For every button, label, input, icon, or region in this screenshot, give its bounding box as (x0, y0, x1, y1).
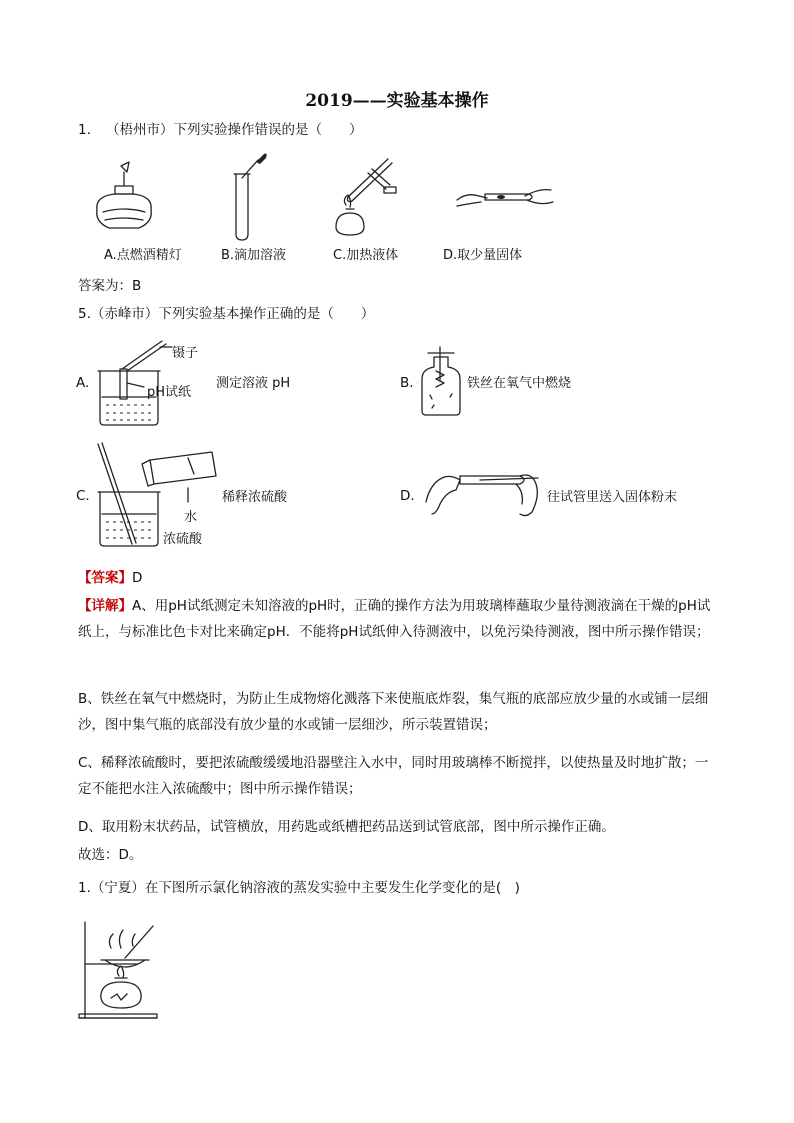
q5-letter-b: B. (400, 375, 414, 391)
answer-value: D (132, 570, 143, 586)
q5-stem: 5.（赤峰市）下列实验基本操作正确的是（ ） (78, 306, 375, 322)
q5-detail-a (78, 593, 718, 645)
q1-option-a: A.点燃酒精灯 (104, 248, 182, 263)
detail-a-text: A、用pH试纸测定未知溶液的pH时，正确的操作方法为用玻璃棒蘸取少量待测液滴在干燥的pH试纸上，与标准比色卡对比来确定pH．不能将pH试纸伸入待测液中，以免污染待测液，图中所示操作错误； (78, 598, 711, 640)
q1-answer: 答案为：B (78, 278, 142, 294)
q5-figure-b-iron-wire-bottle (418, 345, 468, 417)
detail-tag: 【详解】 (78, 598, 132, 614)
page-title: 2019——实验基本操作 (305, 91, 489, 111)
q1-stem: （梧州市）下列实验操作错误的是（ ） (106, 122, 363, 138)
q5-c-label-water: 水 (184, 510, 198, 525)
q1-option-b: B.滴加溶液 (221, 248, 287, 263)
q5-d-caption: 往试管里送入固体粉末 (547, 490, 678, 505)
q5-letter-a: A. (76, 375, 90, 391)
answer-tag: 【答案】 (78, 570, 132, 586)
q5-letter-c: C. (76, 488, 90, 504)
q5-c-caption: 稀释浓硫酸 (222, 490, 288, 505)
q5-a-caption: 测定溶液 pH (216, 376, 291, 391)
q5-detail-d: D、取用粉末状药品，试管横放，用药匙或纸槽把药品送到试管底部，图中所示操作正确。 (78, 819, 615, 835)
q5-conclusion: 故选：D。 (78, 847, 143, 863)
q5-detail-b: B、铁丝在氧气中燃烧时，为防止生成物熔化溅落下来使瓶底炸裂，集气瓶的底部应放少量的水或铺一层细沙，图中集气瓶的底部没有放少量的水或铺一层细沙，所示装置错误； (78, 691, 709, 733)
q1-number: 1. (78, 122, 91, 138)
q-ningxia-figure-evaporation (75, 918, 165, 1023)
q5-a-label-tweezers: 镊子 (172, 346, 199, 361)
q1-figure-a-alcohol-lamp (85, 160, 165, 235)
q1-figure-c-heating-tube (328, 155, 408, 240)
q5-letter-d: D. (400, 488, 415, 504)
q5-c-label-acid: 浓硫酸 (163, 532, 203, 547)
q5-figure-d-powder-tube (420, 462, 548, 522)
q1-option-c: C.加热液体 (333, 248, 399, 263)
q1-figure-d-solid-sample (455, 180, 555, 215)
q5-figure-c-dilute-acid (92, 440, 222, 550)
q5-answer (78, 566, 142, 586)
q1-option-d: D.取少量固体 (443, 248, 523, 263)
q5-b-caption: 铁丝在氧气中燃烧 (467, 376, 572, 391)
q5-a-label-ph-paper: pH试纸 (147, 385, 192, 400)
q5-detail-c: C、稀释浓硫酸时，要把浓硫酸缓缓地沿器壁注入水中，同时用玻璃棒不断搅拌，以使热量及时地扩散；一定不能把水注入浓硫酸中；图中所示操作错误； (78, 755, 709, 797)
q-ningxia-stem: 1.（宁夏）在下图所示氯化钠溶液的蒸发实验中主要发生化学变化的是( ) (78, 880, 520, 896)
q1-figure-b-dropper (228, 152, 273, 242)
